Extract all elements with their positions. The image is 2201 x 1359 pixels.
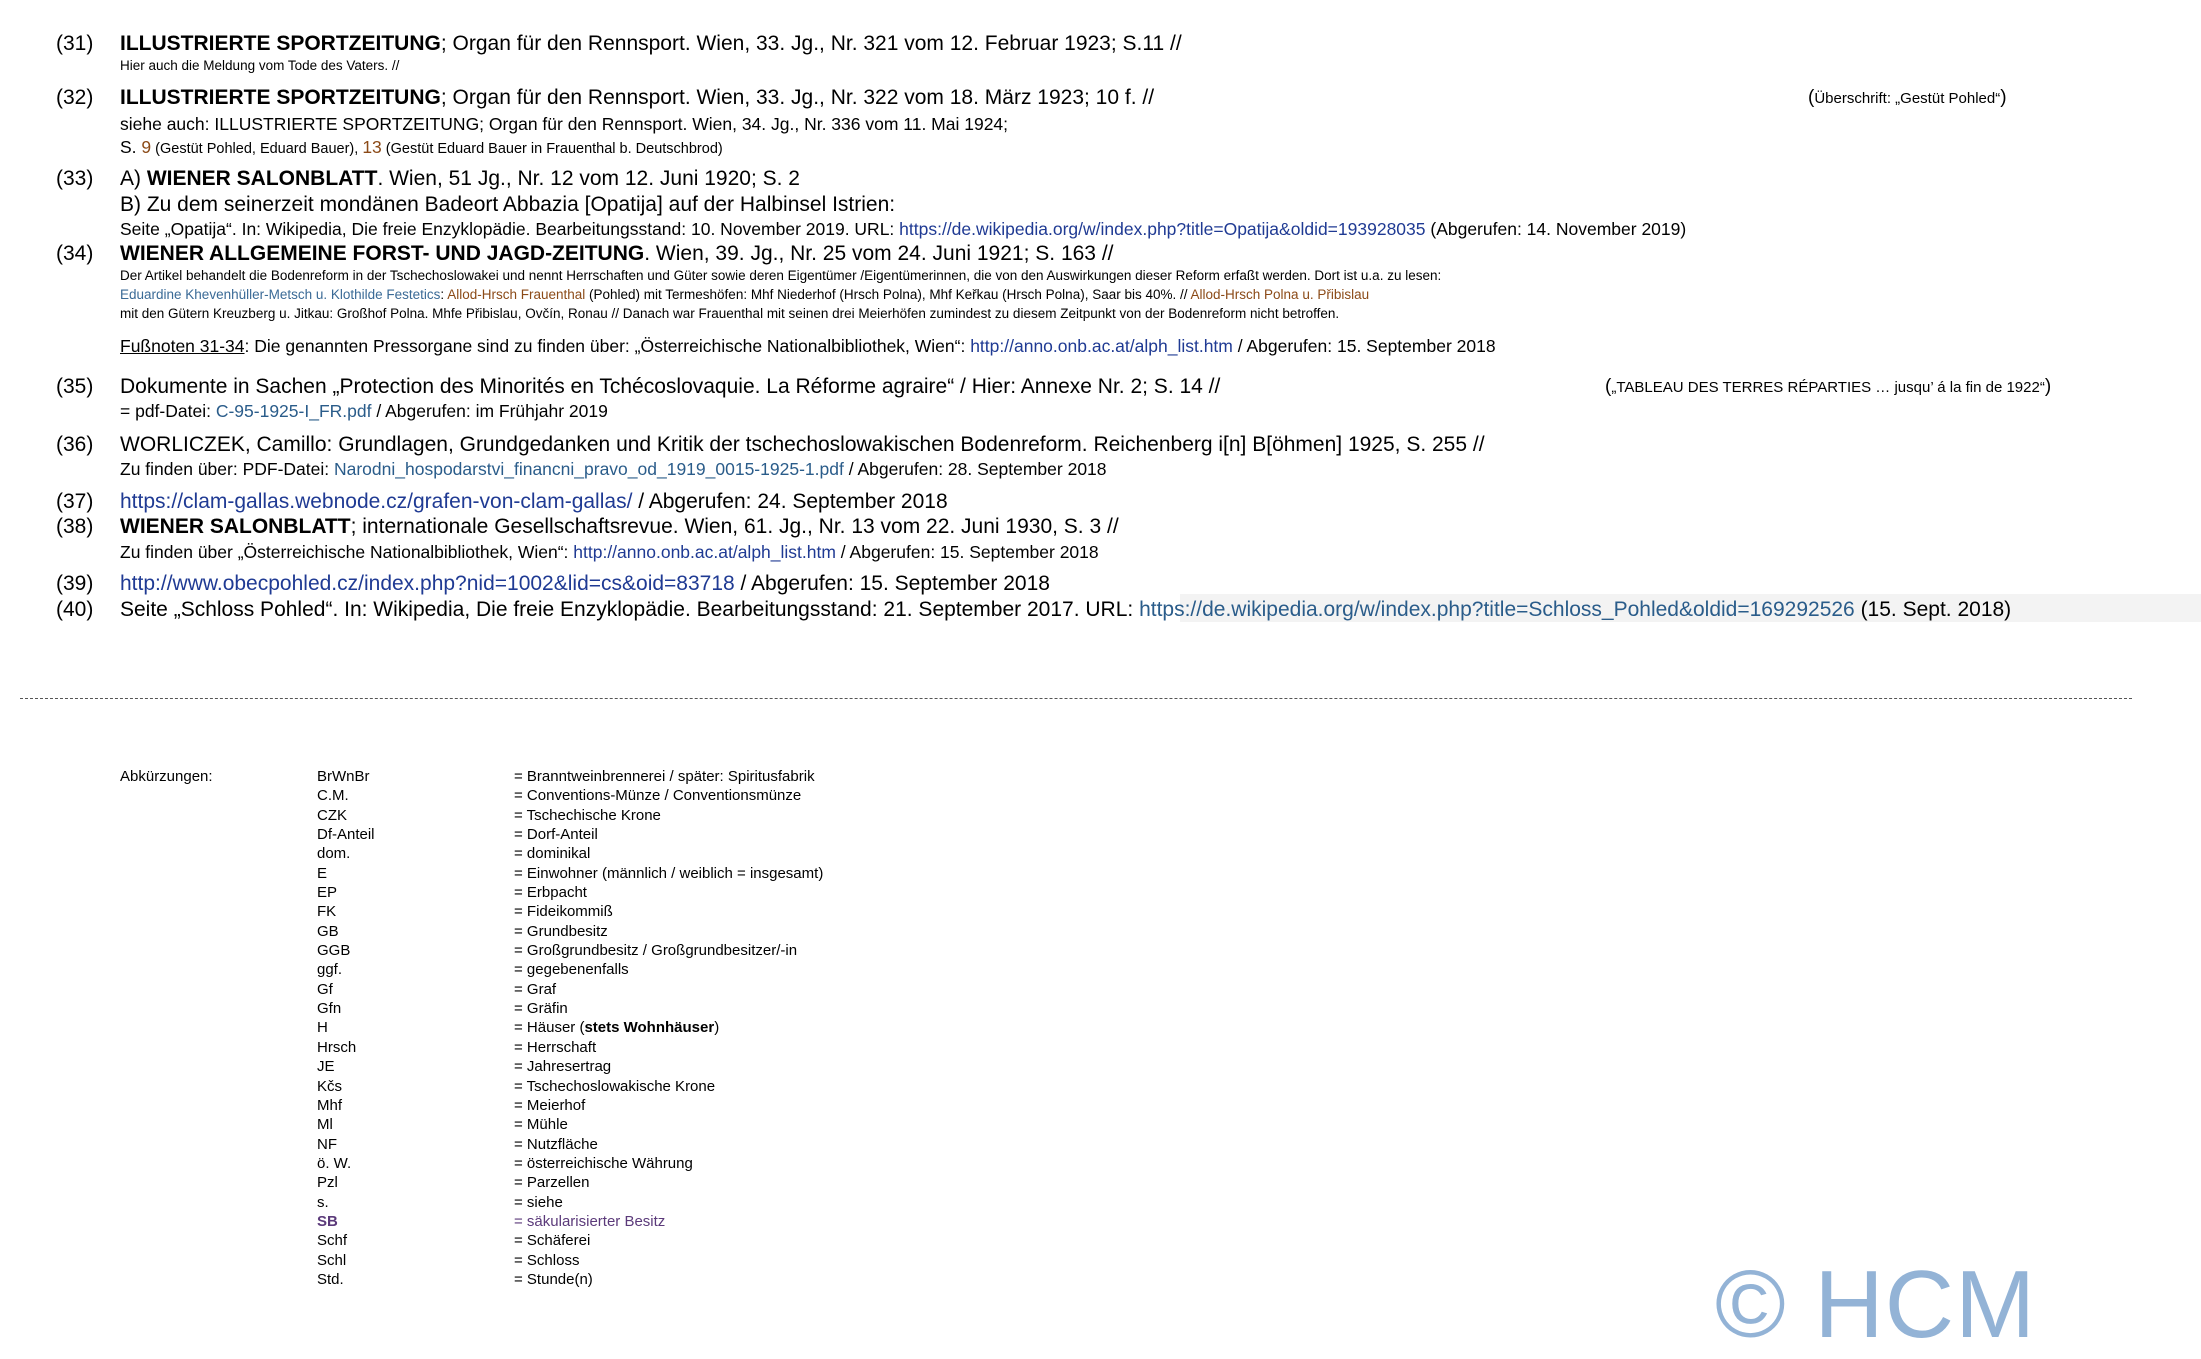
footnote-31-34 (120, 334, 1496, 358)
paren: ( (1808, 87, 1815, 108)
abbreviation-value: = Branntweinbrennerei / später: Spiritusfabrik (514, 768, 815, 785)
paren: ) (2000, 87, 2007, 108)
ref-number: (39) (56, 572, 94, 595)
ref-32-side-note (1808, 87, 2007, 110)
ref-number: (32) (56, 86, 94, 109)
abbreviation-key: Gf (317, 980, 333, 998)
abbreviation-key: SB (317, 1212, 338, 1230)
text: / Abgerufen: 15. September 2018 (1232, 336, 1496, 356)
text: (15. Sept. 2018) (1854, 598, 2012, 621)
copyright-watermark: © HCM (1715, 1251, 2037, 1358)
ref-32-line-1 (120, 84, 1154, 112)
footnote-label: Fußnoten 31-34 (120, 336, 245, 356)
abbreviation-key: Hrsch (317, 1038, 357, 1056)
abbreviation-key: E (317, 864, 328, 882)
text: A) (120, 167, 147, 190)
abbreviation-value: = Dorf-Anteil (514, 826, 598, 844)
publication-title: WIENER SALONBLATT (146, 167, 378, 190)
citation-text: ; internationale Gesellschaftsrevue. Wien, 61. Jg., Nr. 13 vom 22. Juni 1930, S. 3 // (350, 515, 1119, 538)
abbreviation-key: Std. (317, 1270, 344, 1288)
citation-text: ; Organ für den Rennsport. Wien, 33. Jg., Nr. 322 vom 18. März 1923; 10 f. // (440, 86, 1155, 109)
text: = pdf-Datei: (120, 401, 216, 421)
text: : (440, 287, 448, 302)
ref-34-line-3 (120, 286, 1369, 304)
text: Zu finden über „Österreichische Nationalbibliothek, Wien“: (120, 542, 574, 562)
abbreviation-value: = Stunde(n) (514, 1270, 593, 1288)
ref-33-line-2: B) Zu dem seinerzeit mondänen Badeort Abbazia [Opatija] auf der Halbinsel Istrien: (120, 193, 896, 216)
ref-number: (40) (56, 598, 94, 621)
dashed-divider (20, 698, 2132, 699)
page-number: 9 (141, 137, 152, 157)
abbreviation-value: = österreichische Währung (514, 1154, 693, 1172)
side-note-text: „TABLEAU DES TERRES RÉPARTIES … jusqu’ á la fin de 1922“ (1611, 379, 2045, 396)
ref-38-line-2 (120, 540, 1099, 564)
abbreviation-key: Kčs (317, 1077, 343, 1095)
abbreviation-value: = Jahresertrag (514, 1058, 612, 1076)
abbreviation-value: = gegebenenfalls (514, 961, 629, 979)
citation-text: . Wien, 39. Jg., Nr. 25 vom 24. Juni 1921; S. 163 // (644, 242, 1114, 265)
text: S. (120, 137, 142, 157)
publication-title: ILLUSTRIERTE SPORTZEITUNG (120, 86, 441, 109)
emphasis: stets Wohnhäuser (584, 1019, 715, 1037)
abbreviation-value: = Erbpacht (514, 884, 587, 902)
ref-33-line-1 (120, 165, 800, 193)
text: (Pohled) mit Termeshöfen (585, 287, 744, 302)
ref-number: (33) (56, 167, 94, 190)
text: = Häuser ( (514, 1019, 585, 1037)
text: : Mhf Niederhof (Hrsch Polna), Mhf Keřkau (Hrsch Polna), Saar bis 40%. // (743, 287, 1191, 302)
abbreviation-key: BrWnBr (317, 768, 370, 785)
abbreviation-value: = Tschechische Krone (514, 806, 661, 824)
abbreviation-value: = Nutzfläche (514, 1135, 598, 1153)
ref-36-line-1: WORLICZEK, Camillo: Grundlagen, Grundgedanken und Kritik der tschechoslowakischen Bodenreform. Reichenberg i[n] B[öhmen] 1925, S. 255 // (120, 433, 1485, 456)
ref-32-line-2: siehe auch: ILLUSTRIERTE SPORTZEITUNG; Organ für den Rennsport. Wien, 34. Jg., Nr. 336 vom 11. Mai 1924; (120, 114, 1009, 134)
text: (Gestüt Eduard Bauer in Frauenthal b. Deutschbrod) (381, 141, 723, 157)
text: : Die genannten Pressorgane sind zu finden über: „Österreichische Nationalbibliothek, Wien“: (244, 336, 971, 356)
side-note-text: Überschrift: „Gestüt Pohled“ (1814, 90, 2001, 107)
abbreviation-key: GB (317, 922, 339, 940)
abbreviation-key: Ml (317, 1116, 333, 1134)
abbreviation-value: = Parzellen (514, 1174, 590, 1192)
page-number: 13 (362, 137, 382, 157)
anno-link[interactable]: http://anno.onb.ac.at/alph_list.htm (573, 542, 836, 562)
paren: ) (2044, 376, 2052, 397)
ref-32-line-3 (120, 135, 723, 159)
abbreviation-key: H (317, 1019, 328, 1037)
abbreviation-key: EP (317, 884, 338, 902)
ref-36-line-2 (120, 457, 1107, 481)
ref-34-line-1 (120, 240, 1113, 268)
text: Zu finden über: PDF-Datei: (120, 459, 334, 479)
obecpohled-link[interactable]: http://www.obecpohled.cz/index.php?nid=1002&lid=cs&oid=83718 (120, 572, 735, 595)
ref-31-line-1 (120, 30, 1182, 58)
abbreviations-heading: Abkürzungen: (120, 768, 213, 785)
abbreviation-key: JE (317, 1058, 335, 1076)
ref-number: (31) (56, 32, 94, 55)
abbreviation-key: Schl (317, 1251, 347, 1269)
text: Seite „Opatija“. In: Wikipedia, Die freie Enzyklopädie. Bearbeitungsstand: 10. November 2019. URL: (120, 219, 900, 239)
text: / Abgerufen: 24. September 2018 (632, 490, 948, 513)
ref-34-line-4: mit den Gütern Kreuzberg u. Jitkau: Großhof Polna. Mhfe Přibislau, Ovčín, Ronau // Danach war Frauenthal mit seinen drei Meierhöfen zumindest zu diesem Zeitpunkt von der Bodenreform nicht betroffen. (120, 306, 1340, 321)
ref-40-line-1 (120, 596, 2011, 624)
estate-name: Allod-Hrsch Polna u. Přibislau (1190, 287, 1370, 302)
ref-number: (37) (56, 490, 94, 513)
paren: ( (1605, 376, 1612, 397)
abbreviation-value: = Schloss (514, 1251, 580, 1269)
estate-name: Allod-Hrsch Frauenthal (447, 287, 586, 302)
abbreviation-key: Pzl (317, 1174, 338, 1192)
abbreviation-key: CZK (317, 806, 347, 824)
ref-33-line-3 (120, 217, 1686, 241)
ref-number: (38) (56, 515, 94, 538)
abbreviation-key: Schf (317, 1232, 348, 1250)
abbreviation-value: = säkularisierter Besitz (514, 1212, 666, 1230)
abbreviation-value: = Großgrundbesitz / Großgrundbesitzer/-in (514, 942, 798, 960)
abbreviation-key: Df-Anteil (317, 826, 375, 844)
abbreviation-key: Gfn (317, 1000, 342, 1018)
ref-35-line-2 (120, 399, 608, 423)
abbreviation-value: = dominikal (514, 845, 591, 863)
ref-39-line-1 (120, 570, 1050, 598)
text: / Abgerufen: 28. September 2018 (843, 459, 1107, 479)
abbreviation-key: ö. W. (317, 1154, 352, 1172)
abbreviation-key: ggf. (317, 961, 343, 979)
text: / Abgerufen: 15. September 2018 (835, 542, 1099, 562)
publication-title: WIENER SALONBLATT (120, 515, 351, 538)
abbreviation-value: = Gräfin (514, 1000, 568, 1018)
abbreviation-value: = Grundbesitz (514, 922, 608, 940)
wikipedia-link[interactable]: https://de.wikipedia.org/w/index.php?title=Opatija&oldid=193928035 (899, 219, 1426, 239)
ref-34-line-2: Der Artikel behandelt die Bodenreform in der Tschechoslowakei und nennt Herrschaften und Güter sowie deren Eigentümer /Eigentümerinnen, die von den Auswirkungen dieser Reform erfaßt werden. Dort ist u.a. zu lesen: (120, 268, 1442, 283)
ref-31-note: Hier auch die Meldung vom Tode des Vaters. // (120, 58, 400, 73)
ref-number: (35) (56, 375, 94, 398)
clam-gallas-link[interactable]: https://clam-gallas.webnode.cz/grafen-von-clam-gallas/ (120, 490, 633, 513)
abbreviation-value: = Herrschaft (514, 1038, 597, 1056)
abbreviation-value: = Tschechoslowakische Krone (514, 1077, 716, 1095)
abbreviation-value: = Graf (514, 980, 557, 998)
abbreviation-value: = Mühle (514, 1116, 568, 1134)
ref-number: (36) (56, 433, 94, 456)
anno-link[interactable]: http://anno.onb.ac.at/alph_list.htm (970, 336, 1233, 356)
abbreviation-key: GGB (317, 942, 351, 960)
abbreviation-value: = Meierhof (514, 1096, 586, 1114)
text: ) (714, 1019, 720, 1037)
abbreviation-key: dom. (317, 845, 351, 863)
text: (Abgerufen: 14. November 2019) (1425, 219, 1687, 239)
ref-35-side-note (1605, 376, 2051, 399)
abbreviation-value: = Fideikommiß (514, 903, 613, 921)
abbreviation-key: NF (317, 1135, 337, 1153)
pdf-file-link[interactable]: Narodni_hospodarstvi_financni_pravo_od_1919_0015-1925-1.pdf (333, 459, 844, 479)
abbreviation-value: = siehe (514, 1193, 563, 1211)
wikipedia-link[interactable]: https://de.wikipedia.org/w/index.php?title=Schloss_Pohled&oldid=169292526 (1139, 598, 1855, 621)
ref-38-line-1 (120, 513, 1119, 541)
citation-text: ; Organ für den Rennsport. Wien, 33. Jg., Nr. 321 vom 12. Februar 1923; S.11 // (440, 32, 1182, 55)
publication-title: ILLUSTRIERTE SPORTZEITUNG (120, 32, 441, 55)
abbreviation-key: C.M. (317, 787, 349, 805)
publication-title: WIENER ALLGEMEINE FORST- UND JAGD-ZEITUNG (120, 242, 645, 265)
abbreviation-value: = Einwohner (männlich / weiblich = insgesamt) (514, 864, 824, 882)
citation-text: . Wien, 51 Jg., Nr. 12 vom 12. Juni 1920; S. 2 (377, 167, 800, 190)
text: / Abgerufen: im Frühjahr 2019 (371, 401, 608, 421)
abbreviation-value: = Schäferei (514, 1232, 591, 1250)
text: / Abgerufen: 15. September 2018 (734, 572, 1050, 595)
ref-number: (34) (56, 242, 94, 265)
abbreviation-key: s. (317, 1193, 329, 1211)
abbreviation-key: Mhf (317, 1096, 343, 1114)
text: (Gestüt Pohled, Eduard Bauer), (151, 141, 363, 157)
text: Seite „Schloss Pohled“. In: Wikipedia, Die freie Enzyklopädie. Bearbeitungsstand: 21. September 2017. URL: (120, 598, 1140, 621)
abbreviation-value: = Conventions-Münze / Conventionsmünze (514, 787, 802, 805)
pdf-file-link[interactable]: C-95-1925-I_FR.pdf (215, 401, 372, 421)
ref-35-line-1: Dokumente in Sachen „Protection des Minorités en Tchécoslovaquie. La Réforme agraire“ / Hier: Annexe Nr. 2; S. 14 // (120, 375, 1221, 398)
abbreviation-value (514, 1018, 719, 1037)
owner-names: Eduardine Khevenhüller-Metsch u. Klothilde Festetics (120, 287, 441, 302)
ref-37-line-1 (120, 488, 948, 516)
abbreviation-key: FK (317, 903, 337, 921)
